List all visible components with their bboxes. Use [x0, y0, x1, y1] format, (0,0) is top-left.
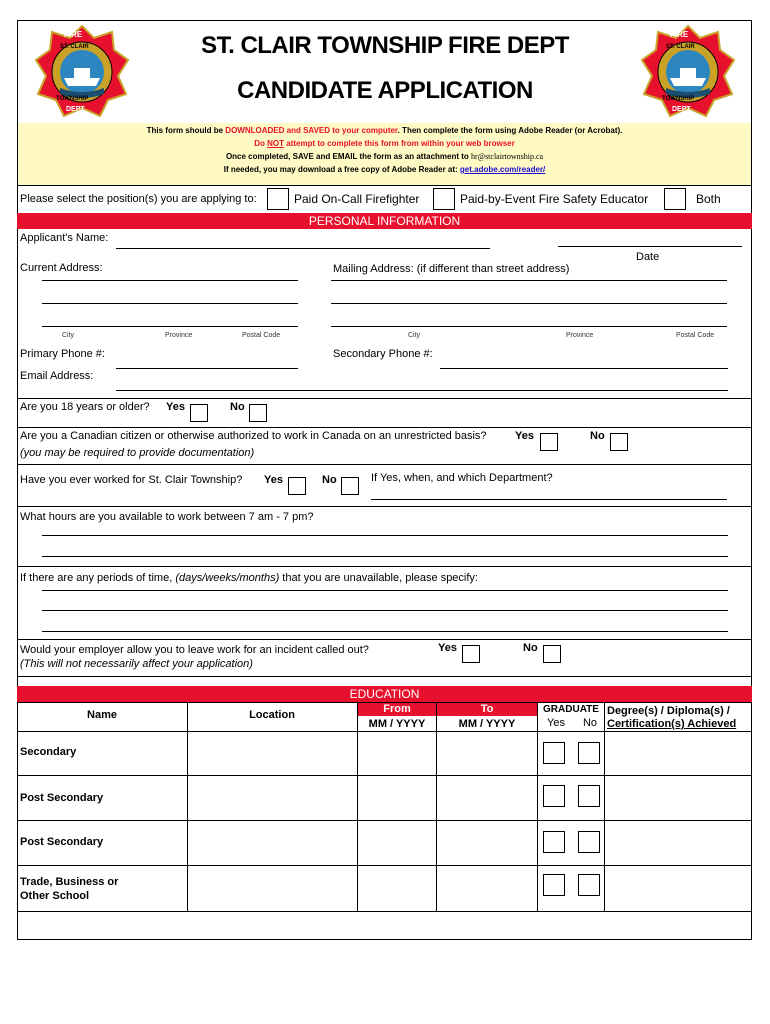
edu-trade-no-checkbox[interactable]	[578, 874, 600, 896]
age-yes-label: Yes	[166, 401, 185, 413]
current-address-line-3[interactable]	[42, 326, 298, 327]
edu-col-to: To	[480, 703, 494, 715]
divider	[17, 427, 752, 428]
mailing-province-caption: Province	[566, 332, 594, 339]
edu-col-no: No	[582, 717, 598, 729]
edu-post-secondary-2-yes-checkbox[interactable]	[543, 831, 565, 853]
edu-post-secondary-1-yes-checkbox[interactable]	[543, 785, 565, 807]
position-paid-oncall-checkbox[interactable]	[267, 188, 289, 210]
hours-line-1[interactable]	[42, 535, 728, 536]
employer-no-label: No	[523, 642, 538, 654]
edu-row-post-secondary-1: Post Secondary	[20, 792, 104, 804]
divider	[17, 775, 752, 776]
unavailable-question: If there are any periods of time, (days/weeks/months) that you are unavailable, please specify:	[20, 572, 478, 584]
edu-trade-yes-checkbox[interactable]	[543, 874, 565, 896]
logo-left-township-text: TOWNSHIP	[56, 96, 89, 102]
email-label: Email Address:	[20, 370, 94, 382]
age-yes-checkbox[interactable]	[190, 404, 208, 422]
edu-col-name: Name	[87, 709, 117, 721]
logo-right-dept-text: DEPT.	[672, 106, 692, 113]
current-address-line-1[interactable]	[42, 280, 298, 281]
edu-row-trade-line2: Other School	[20, 890, 90, 902]
edu-row-trade-line1: Trade, Business or	[20, 876, 119, 888]
hours-line-2[interactable]	[42, 556, 728, 557]
current-address-line-2[interactable]	[42, 303, 298, 304]
position-both-checkbox[interactable]	[664, 188, 686, 210]
citizen-yes-label: Yes	[515, 430, 534, 442]
position-both-label: Both	[696, 192, 721, 206]
age-no-checkbox[interactable]	[249, 404, 267, 422]
edu-row-secondary: Secondary	[20, 746, 77, 758]
logo-right-township-text: TOWNSHIP	[662, 96, 695, 102]
age-no-label: No	[230, 401, 245, 413]
email-field[interactable]	[116, 390, 728, 391]
employer-question: Would your employer allow you to leave work for an incident called out?	[20, 644, 369, 656]
citizen-note: (you may be required to provide documentation)	[20, 447, 255, 459]
worked-question: Have you ever worked for St. Clair Township?	[20, 474, 243, 486]
edu-secondary-yes-checkbox[interactable]	[543, 742, 565, 764]
edu-post-secondary-2-no-checkbox[interactable]	[578, 831, 600, 853]
current-address-label: Current Address:	[20, 262, 103, 274]
personal-info-heading: PERSONAL INFORMATION	[17, 213, 752, 229]
primary-phone-field[interactable]	[116, 368, 298, 369]
citizen-question: Are you a Canadian citizen or otherwise authorized to work in Canada on an unrestricted basis?	[20, 430, 487, 442]
date-label: Date	[636, 251, 660, 263]
date-field[interactable]	[558, 246, 742, 247]
worked-no-label: No	[322, 474, 337, 486]
col-divider	[751, 702, 752, 911]
education-heading: EDUCATION	[17, 686, 752, 702]
secondary-phone-label: Secondary Phone #:	[333, 348, 433, 360]
col-divider	[604, 702, 605, 911]
current-postal-caption: Postal Code	[242, 332, 281, 339]
logo-left-fire-text: FIRE	[64, 30, 83, 39]
edu-col-from-format: MM / YYYY	[368, 718, 426, 730]
age-question: Are you 18 years or older?	[20, 401, 150, 413]
divider	[17, 639, 752, 640]
notice-line-3: Once completed, SAVE and EMAIL the form as an attachment to hr@stclairtownship.ca	[225, 152, 544, 161]
logo-left-stclair-text: ST. CLAIR	[60, 44, 89, 50]
mailing-address-line-3[interactable]	[331, 326, 727, 327]
current-province-caption: Province	[165, 332, 193, 339]
unavailable-line-3[interactable]	[42, 631, 728, 632]
col-divider	[187, 702, 188, 911]
mailing-address-line-2[interactable]	[331, 303, 727, 304]
edu-col-location: Location	[249, 709, 295, 721]
divider	[17, 506, 752, 507]
edu-col-degree-1: Degree(s) / Diploma(s) /	[607, 705, 730, 717]
employer-yes-checkbox[interactable]	[462, 645, 480, 663]
employer-note: (This will not necessarily affect your application)	[20, 658, 253, 670]
divider	[17, 566, 752, 567]
col-divider	[357, 702, 358, 911]
edu-col-to-format: MM / YYYY	[458, 718, 516, 730]
worked-when-field[interactable]	[371, 499, 727, 500]
notice-line-1: This form should be DOWNLOADED and SAVED to your computer. Then complete the form using Adobe Reader (or Acrobat).	[146, 126, 623, 135]
edu-post-secondary-1-no-checkbox[interactable]	[578, 785, 600, 807]
applicant-name-field[interactable]	[116, 248, 490, 249]
primary-phone-label: Primary Phone #:	[20, 348, 105, 360]
worked-yes-label: Yes	[264, 474, 283, 486]
mailing-address-label: Mailing Address: (if different than street address)	[333, 263, 570, 275]
divider	[17, 185, 752, 186]
logo-left-dept-text: DEPT.	[66, 106, 86, 113]
logo-right-fire-text: FIRE	[670, 30, 689, 39]
logo-right-stclair-text: ST. CLAIR	[666, 44, 695, 50]
citizen-no-checkbox[interactable]	[610, 433, 628, 451]
divider	[17, 464, 752, 465]
edu-col-graduate: GRADUATE	[543, 704, 599, 715]
hours-question: What hours are you available to work between 7 am - 7 pm?	[20, 511, 314, 523]
unavailable-line-2[interactable]	[42, 610, 728, 611]
divider	[17, 676, 752, 677]
worked-no-checkbox[interactable]	[341, 477, 359, 495]
notice-line-4: If needed, you may download a free copy of Adobe Reader at: get.adobe.com/reader/	[223, 165, 546, 174]
form-title: ST. CLAIR TOWNSHIP FIRE DEPT	[201, 32, 569, 59]
unavailable-line-1[interactable]	[42, 590, 728, 591]
divider	[17, 865, 752, 866]
citizen-no-label: No	[590, 430, 605, 442]
position-prompt: Please select the position(s) you are applying to:	[20, 193, 257, 205]
employer-yes-label: Yes	[438, 642, 457, 654]
col-divider	[436, 702, 437, 911]
form-subtitle: CANDIDATE APPLICATION	[237, 77, 533, 104]
divider	[17, 820, 752, 821]
mailing-city-caption: City	[408, 332, 421, 339]
mailing-address-line-1[interactable]	[331, 280, 727, 281]
col-divider	[537, 702, 538, 911]
current-city-caption: City	[62, 332, 75, 339]
divider	[17, 731, 752, 732]
edu-secondary-no-checkbox[interactable]	[578, 742, 600, 764]
secondary-phone-field[interactable]	[440, 368, 728, 369]
worked-yes-checkbox[interactable]	[288, 477, 306, 495]
edu-col-yes: Yes	[547, 717, 565, 729]
notice-line-2: Do NOT attempt to complete this form from within your web browser	[254, 139, 515, 148]
edu-col-degree-2: Certification(s) Achieved	[607, 718, 737, 730]
employer-no-checkbox[interactable]	[543, 645, 561, 663]
position-educator-checkbox[interactable]	[433, 188, 455, 210]
position-educator-label: Paid-by-Event Fire Safety Educator	[460, 192, 649, 206]
edu-col-from: From	[383, 703, 411, 715]
position-paid-oncall-label: Paid On-Call Firefighter	[294, 192, 420, 206]
mailing-postal-caption: Postal Code	[676, 332, 715, 339]
applicant-name-label: Applicant's Name:	[20, 232, 109, 244]
adobe-reader-link[interactable]: get.adobe.com/reader/	[459, 165, 546, 174]
worked-when-label: If Yes, when, and which Department?	[371, 472, 553, 484]
divider	[17, 911, 752, 912]
divider	[17, 398, 752, 399]
citizen-yes-checkbox[interactable]	[540, 433, 558, 451]
edu-row-post-secondary-2: Post Secondary	[20, 836, 104, 848]
